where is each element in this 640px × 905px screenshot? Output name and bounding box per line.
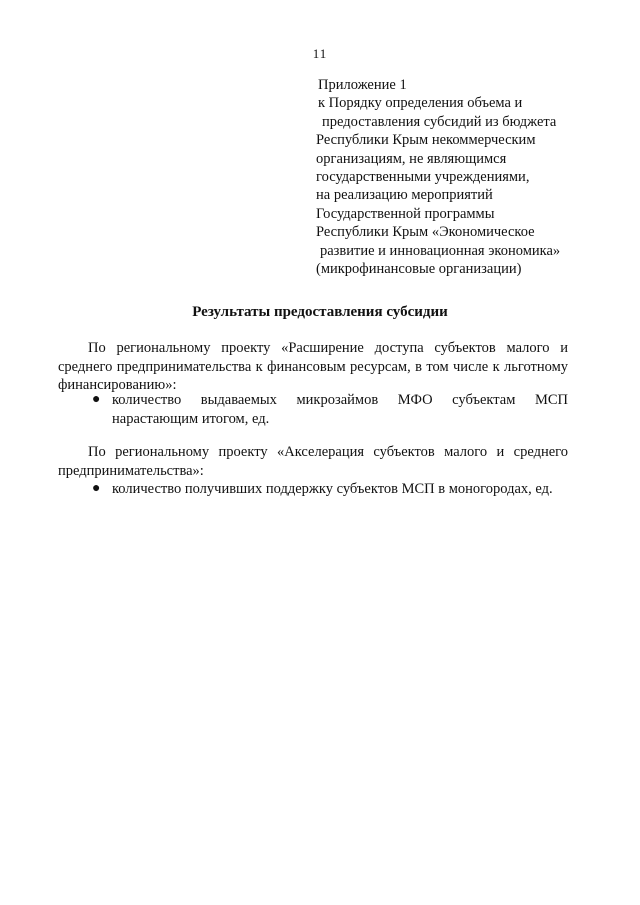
appendix-line: государственными учреждениями, [316, 169, 530, 186]
paragraph-text: По региональному проекту «Акселерация субъектов малого и среднего предпринимательства»: [58, 444, 568, 479]
bullet-text: количество получивших поддержку субъектов МСП в моногородах, ед. [112, 481, 553, 497]
appendix-line: предоставления субсидий из бюджета [322, 113, 557, 130]
paragraph-text: По региональному проекту «Расширение доступа субъектов малого и среднего предпринимательства к финансовым ресурсам, в том числе к льготному финансированию»: [58, 340, 568, 394]
appendix-line: Республики Крым некоммерческим [316, 132, 536, 149]
appendix-line: развитие и инновационная экономика» [320, 242, 561, 259]
appendix-header [312, 76, 612, 278]
section-paragraph [58, 443, 568, 480]
appendix-line: (микрофинансовые организации) [316, 261, 522, 278]
appendix-line: Государственной программы [316, 205, 495, 222]
appendix-line: к Порядку определения объема и [318, 95, 523, 112]
bullet-item [92, 391, 568, 428]
section-paragraph [58, 339, 568, 395]
appendix-line: Приложение 1 [318, 77, 407, 93]
document-title: Результаты предоставления субсидии [192, 304, 448, 320]
bullet-icon: ● [92, 392, 101, 407]
bullet-icon: ● [92, 481, 101, 496]
page-number: 11 [312, 46, 328, 61]
appendix-line: на реализацию мероприятий [316, 187, 493, 204]
bullet-text: количество выдаваемых микрозаймов МФО субъектам МСП нарастающим итогом, ед. [112, 392, 568, 427]
appendix-line: организациям, не являющимся [316, 150, 507, 167]
appendix-line: Республики Крым «Экономическое [316, 224, 535, 241]
bullet-item [92, 480, 568, 499]
